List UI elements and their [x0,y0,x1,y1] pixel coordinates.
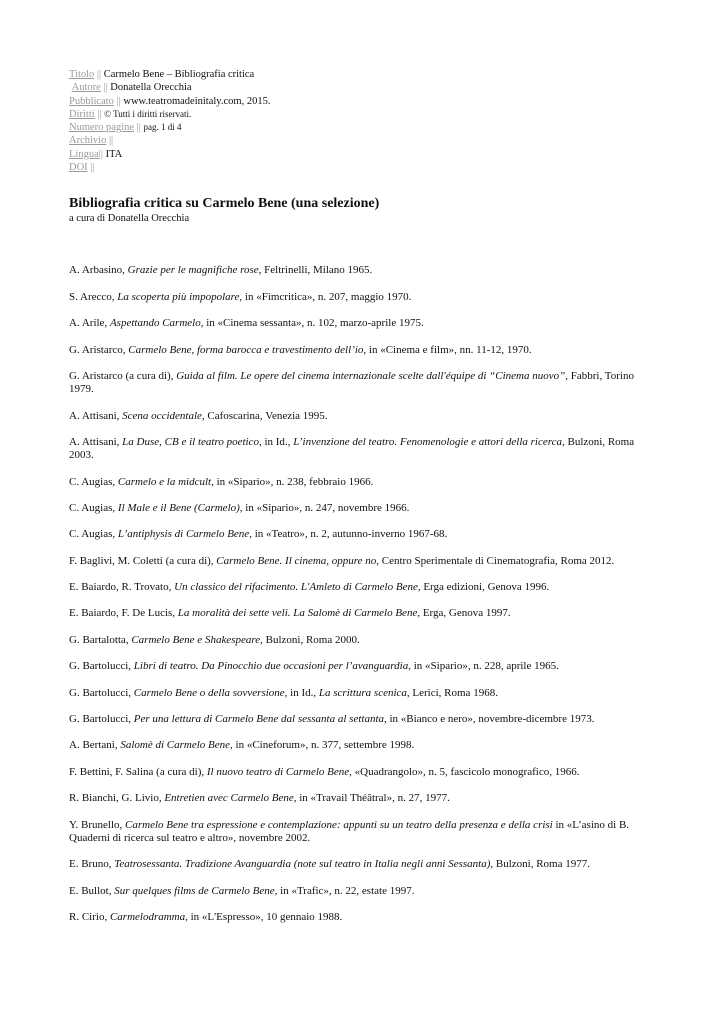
meta-value-diritti: © Tutti i diritti riservati. [104,108,192,119]
bibliography-entry [69,792,659,805]
entry-text: , in «L'Espresso», 10 gennaio 1988. [185,910,343,923]
entry-title: La Duse, CB e il teatro poetico [122,435,259,448]
bibliography-entry [69,766,659,779]
meta-row-titolo [69,68,659,81]
meta-value-numero-pagine: pag. 1 di 4 [143,122,182,133]
entry-title: Aspettando Carmelo [109,317,201,330]
entry-text: , Cafoscarina, Venezia 1995. [201,409,328,422]
meta-separator: || [96,69,102,80]
bibliography-entry [69,911,659,924]
entry-text: , in «Travail Théâtral», n. 27, 1977. [293,792,450,805]
meta-link-titolo[interactable]: Titolo [69,69,95,80]
entry-title: L’invenzione del teatro. Fenomenologie e attori della ricerca [293,435,563,448]
meta-separator: || [98,148,103,160]
entry-text: , Erga edizioni, Genova 1996. [417,581,550,594]
entry-text: F. Bettini, F. Salina (a cura di), [69,765,207,778]
bibliography-list [69,264,659,924]
entry-text: , in «Trafic», n. 22, estate 1997. [274,884,415,897]
meta-value-pubblicato: www.teatromadeinitaly.com, 2015. [123,95,271,107]
meta-separator: || [103,82,108,94]
entry-title: Guida al film. Le opere del cinema internazionale scelte dall'équipe di “Cinema nuovo” [176,369,566,382]
meta-value-lingua: ITA [105,148,123,160]
entry-text: G. Bartolucci, [69,686,134,699]
entry-text: , in «Sipario», n. 228, aprile 1965. [408,660,559,673]
entry-title: Carmelodramma [109,910,186,923]
entry-text: , in «Teatro», n. 2, autunno-inverno 1967-68. [249,528,448,541]
entry-text: , in «Fimcritica», n. 207, maggio 1970. [239,290,412,303]
metadata-block [69,68,659,174]
meta-separator: || [136,122,141,134]
entry-title: Sur quelques films de Carmelo Bene [114,884,275,897]
meta-link-numero-pagine[interactable]: Numero pagine [69,122,135,134]
bibliography-entry [69,634,659,647]
entry-text: , Bulzoni, Roma 2003. [69,435,635,462]
entry-title: Il Male e il Bene (Carmelo) [117,501,240,514]
meta-row-autore [69,81,659,94]
entry-text: , Erga, Genova 1997. [417,607,511,620]
meta-link-diritti[interactable]: Diritti [69,108,95,120]
entry-text: Y. Brunello, [69,818,126,831]
entry-title: Carmelo Bene. Il cinema, oppure no [216,554,377,567]
document-page [69,68,659,937]
entry-text: E. Baiardo, F. De Lucis, [69,607,178,620]
entry-title: Salomè di Carmelo Bene [120,739,231,752]
entry-title: La scrittura scenica [318,686,407,699]
bibliography-entry [69,660,659,673]
entry-title: Teatrosessanta. Tradizione Avanguardia (note sul teatro in Italia negli anni Sessanta) [114,858,491,871]
bibliography-entry [69,581,659,594]
meta-value-autore: Donatella Orecchia [110,82,192,94]
entry-text: A. Attisani, [69,435,123,448]
entry-text: , Fabbri, Torino 1979. [69,369,634,396]
document-title: Bibliografia critica su Carmelo Bene (una selezione) [69,196,380,212]
entry-text: G. Aristarco (a cura di), [69,369,177,382]
entry-text: F. Baglivi, M. Coletti (a cura di), [69,554,217,567]
entry-text: , in Id., [284,686,319,699]
entry-title: Carmelo e la midcult [117,475,212,488]
bibliography-entry [69,502,659,515]
entry-text: , in «Cineforum», n. 377, settembre 1998. [230,739,415,752]
bibliography-entry [69,687,659,700]
entry-title: Scena occidentale [122,409,202,422]
entry-text: G. Bartolucci, [69,660,134,673]
bibliography-entry [69,713,659,726]
document-subtitle: a cura di Donatella Orecchia [69,213,190,225]
meta-link-doi[interactable]: DOI [69,162,88,174]
bibliography-entry [69,344,659,357]
entry-text: C. Augias, [69,528,118,541]
meta-value-titolo: Carmelo Bene – Bibliografia critica [103,69,255,80]
bibliography-entry [69,858,659,871]
meta-separator: || [116,95,121,107]
entry-text: , Lerici, Roma 1968. [406,686,498,699]
entry-title: Libri di teatro. Da Pinocchio due occasioni per l’avanguardia [133,660,409,673]
meta-row-diritti [69,108,659,121]
entry-text: in «L’asino di B. Quaderni di ricerca sul teatro e altro», novembre 2002. [69,818,630,844]
bibliography-entry [69,476,659,489]
entry-text: A. Bertani, [69,739,121,752]
entry-text: , Bulzoni, Roma 2000. [260,633,360,646]
meta-link-archivio[interactable]: Archivio [69,135,107,147]
entry-text: E. Bullot, [69,884,115,897]
bibliography-entry [69,819,659,845]
entry-text: , in «Sipario», n. 238, febbraio 1966. [211,475,374,488]
meta-row-pubblicato [69,95,659,108]
entry-title: La scoperta più impopolare [117,290,240,303]
bibliography-entry [69,739,659,752]
meta-row-doi [69,161,659,174]
entry-title: Carmelo Bene o della sovversione [133,686,285,699]
bibliography-entry [69,555,659,568]
meta-link-pubblicato[interactable]: Pubblicato [69,95,114,107]
entry-text: C. Augias, [69,501,118,514]
entry-title: Carmelo Bene tra espressione e contemplazione: appunti su un teatro della presenza e della crisi [125,818,553,831]
bibliography-entry [69,885,659,898]
entry-title: Il nuovo teatro di Carmelo Bene [206,765,350,778]
entry-title: Un classico del rifacimento. L'Amleto di Carmelo Bene [174,581,418,594]
entry-title: Carmelo Bene, forma barocca e travestimento dell’io [128,343,364,356]
entry-title: La moralità dei sette veli. La Salomè di Carmelo Bene [177,607,418,620]
entry-text: C. Augias, [69,475,118,488]
entry-text: , Bulzoni, Roma 1977. [490,858,590,871]
meta-row-archivio [69,134,659,147]
bibliography-entry [69,607,659,620]
entry-title: Grazie per le magnifiche rose [127,264,259,277]
entry-text: , in «Sipario», n. 247, novembre 1966. [239,501,410,514]
entry-text: G. Aristarco, [69,343,129,356]
entry-text: , in «Cinema sessanta», n. 102, marzo-aprile 1975. [200,317,424,330]
entry-text: A. Arbasino, [69,264,128,277]
meta-separator: || [90,162,95,174]
bibliography-entry [69,528,659,541]
bibliography-entry [69,436,659,462]
bibliography-entry [69,291,659,304]
meta-row-numero-pagine [69,121,659,134]
entry-text: S. Arecco, [69,290,118,303]
meta-row-lingua [69,148,659,161]
entry-text: G. Bartolucci, [69,713,134,726]
meta-link-autore[interactable]: Autore [71,82,101,94]
bibliography-entry [69,264,659,277]
entry-text: G. Bartalotta, [69,633,132,646]
meta-link-lingua[interactable]: Lingua [69,148,99,160]
entry-title: Entretien avec Carmelo Bene [164,792,294,805]
entry-text: , Feltrinelli, Milano 1965. [258,264,373,277]
entry-text: , in Id., [258,435,294,448]
meta-separator: || [97,108,102,120]
entry-title: L’antiphysis di Carmelo Bene [117,528,250,541]
entry-text: in «Bianco e nero», novembre-dicembre 1973. [386,713,595,726]
entry-text: R. Bianchi, G. Livio, [69,792,165,805]
entry-text: , Centro Sperimentale di Cinematografia, Roma 2012. [376,554,615,567]
bibliography-entry [69,317,659,330]
entry-title: Carmelo Bene e Shakespeare [131,633,261,646]
entry-text: R. Cirio, [69,910,110,923]
entry-text: , «Quadrangolo», n. 5, fascicolo monografico, 1966. [349,765,580,778]
entry-text: , in «Cinema e film», nn. 11-12, 1970. [363,343,532,356]
bibliography-entry [69,370,659,396]
entry-text: E. Baiardo, R. Trovato, [69,581,175,594]
entry-text: A. Arile, [69,317,110,330]
bibliography-entry [69,410,659,423]
meta-separator: || [108,135,114,147]
entry-text: A. Attisani, [69,409,123,422]
entry-title: Per una lettura di Carmelo Bene dal sessanta al settanta, [133,713,387,726]
entry-text: E. Bruno, [69,858,115,871]
